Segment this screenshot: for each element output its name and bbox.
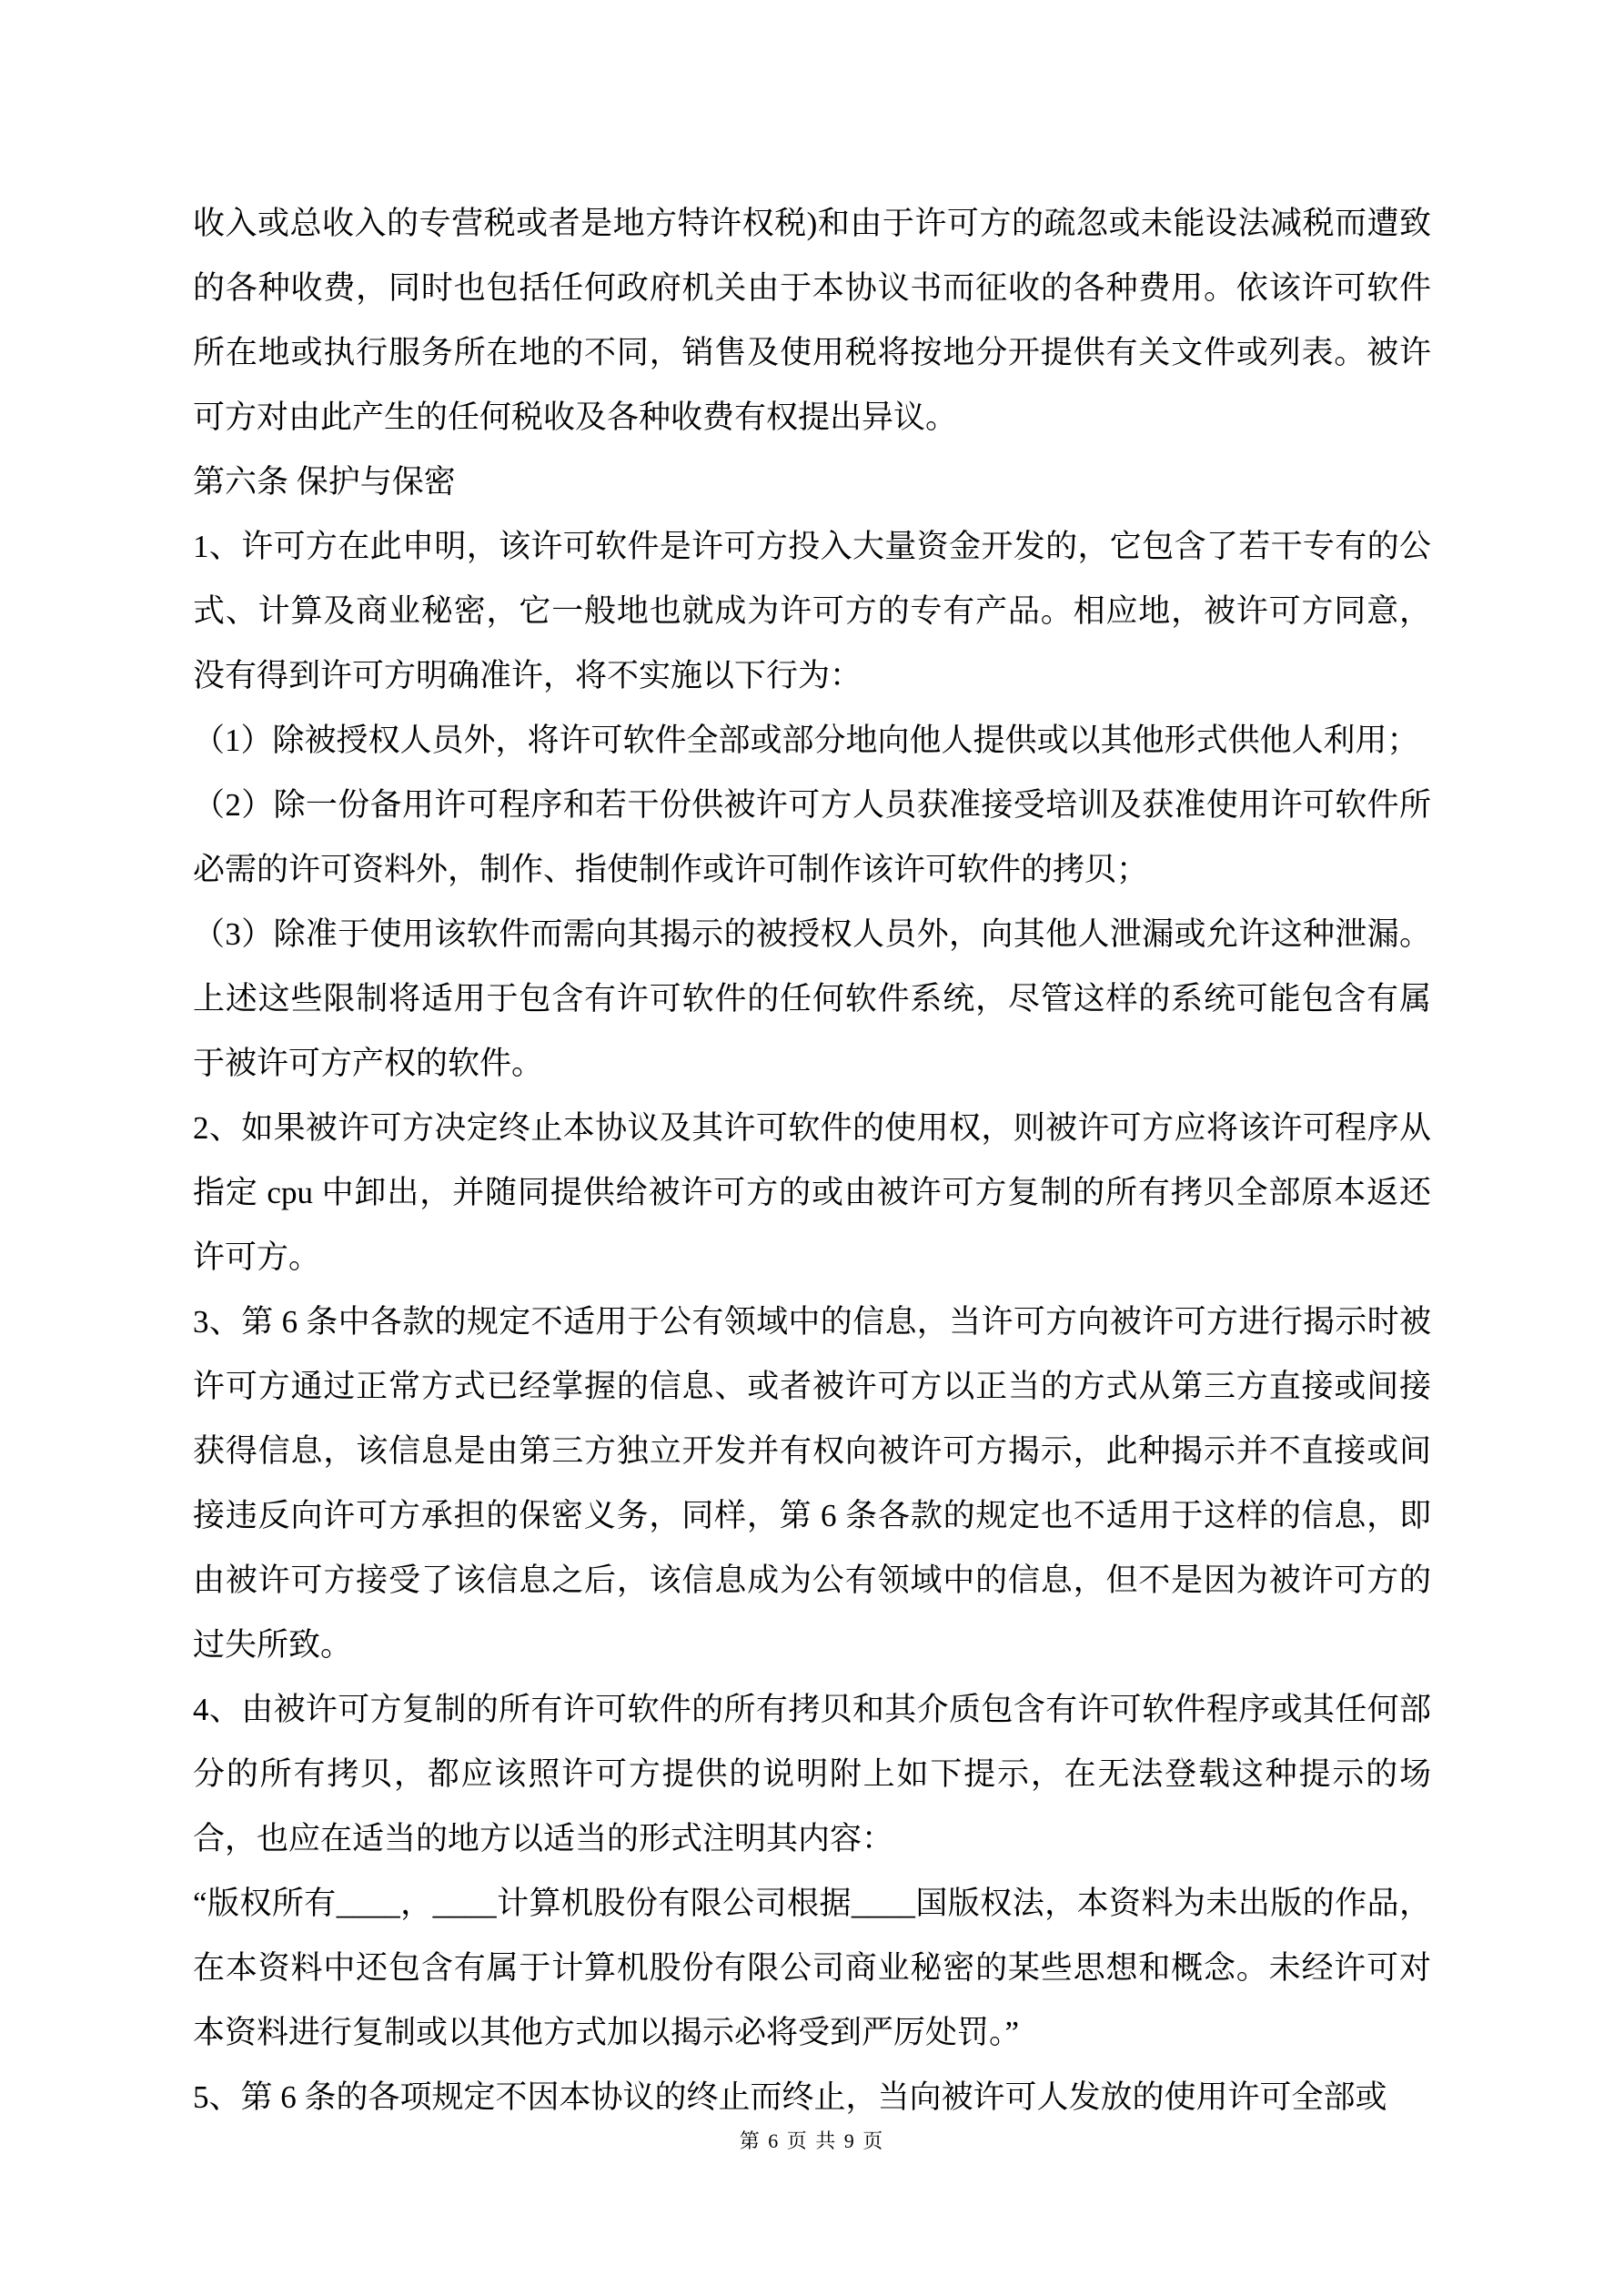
clause-6-1-item-3: （3）除准于使用该软件而需向其揭示的被授权人员外，向其他人泄漏或允许这种泄漏。上述这些限制将适用于包含有许可软件的任何软件系统，尽管这样的系统可能包含有属于被许可方产权的软件。 [193, 916, 1431, 1081]
paragraph-tax-continuation: 收入或总收入的专营税或者是地方特许权税)和由于许可方的疏忽或未能设法减税而遭致的各种收费，同时也包括任何政府机关由于本协议书而征收的各种费用。依该许可软件所在地或执行服务所在地的不同，销售及使用税将按地分开提供有关文件或列表。被许可方对由此产生的任何税收及各种收费有权提出异议。 [193, 206, 1431, 435]
document-body [193, 191, 1431, 2129]
clause-6-2: 2、如果被许可方决定终止本协议及其许可软件的使用权，则被许可方应将该许可程序从指定 cpu 中卸出，并随同提供给被许可方的或由被许可方复制的所有拷贝全部原本返还许可方。 [193, 1110, 1431, 1275]
section-6-heading: 第六条 保护与保密 [193, 464, 456, 500]
clause-6-5: 5、第 6 条的各项规定不因本协议的终止而终止，当向被许可人发放的使用许可全部或 [193, 2079, 1387, 2115]
clause-6-1: 1、许可方在此申明，该许可软件是许可方投入大量资金开发的，它包含了若干专有的公式、计算及商业秘密，它一般地也就成为许可方的专有产品。相应地，被许可方同意，没有得到许可方明确准许，将不实施以下行为： [193, 529, 1431, 693]
clause-6-1-item-2: （2）除一份备用许可程序和若干份供被许可方人员获准接受培训及获准使用许可软件所必需的许可资料外，制作、指使制作或许可制作该许可软件的拷贝； [193, 787, 1431, 887]
copyright-notice-quote: “版权所有____，____计算机股份有限公司根据____国版权法，本资料为未出版的作品，在本资料中还包含有属于计算机股份有限公司商业秘密的某些思想和概念。未经许可对本资料进行复制或以其他方式加以揭示必将受到严厉处罚。” [193, 1886, 1431, 2050]
clause-6-1-item-1: （1）除被授权人员外，将许可软件全部或部分地向他人提供或以其他形式供他人利用； [193, 723, 1419, 758]
clause-6-3: 3、第 6 条中各款的规定不适用于公有领域中的信息，当许可方向被许可方进行揭示时被许可方通过正常方式已经掌握的信息、或者被许可方以正当的方式从第三方直接或间接获得信息，该信息是由第三方独立开发并有权向被许可方揭示，此种揭示并不直接或间接违反向许可方承担的保密义务，同样，第 6 条各款的规定也不适用于这样的信息，即由被许可方接受了该信息之后，该信息成为公有领域中的信息，但不是因为被许可方的过失所致。 [193, 1304, 1431, 1663]
clause-6-4: 4、由被许可方复制的所有许可软件的所有拷贝和其介质包含有许可软件程序或其任何部分的所有拷贝，都应该照许可方提供的说明附上如下提示，在无法登载这种提示的场合，也应在适当的地方以适当的形式注明其内容： [193, 1692, 1431, 1856]
page-number: 第 6 页 共 9 页 [739, 2129, 885, 2152]
